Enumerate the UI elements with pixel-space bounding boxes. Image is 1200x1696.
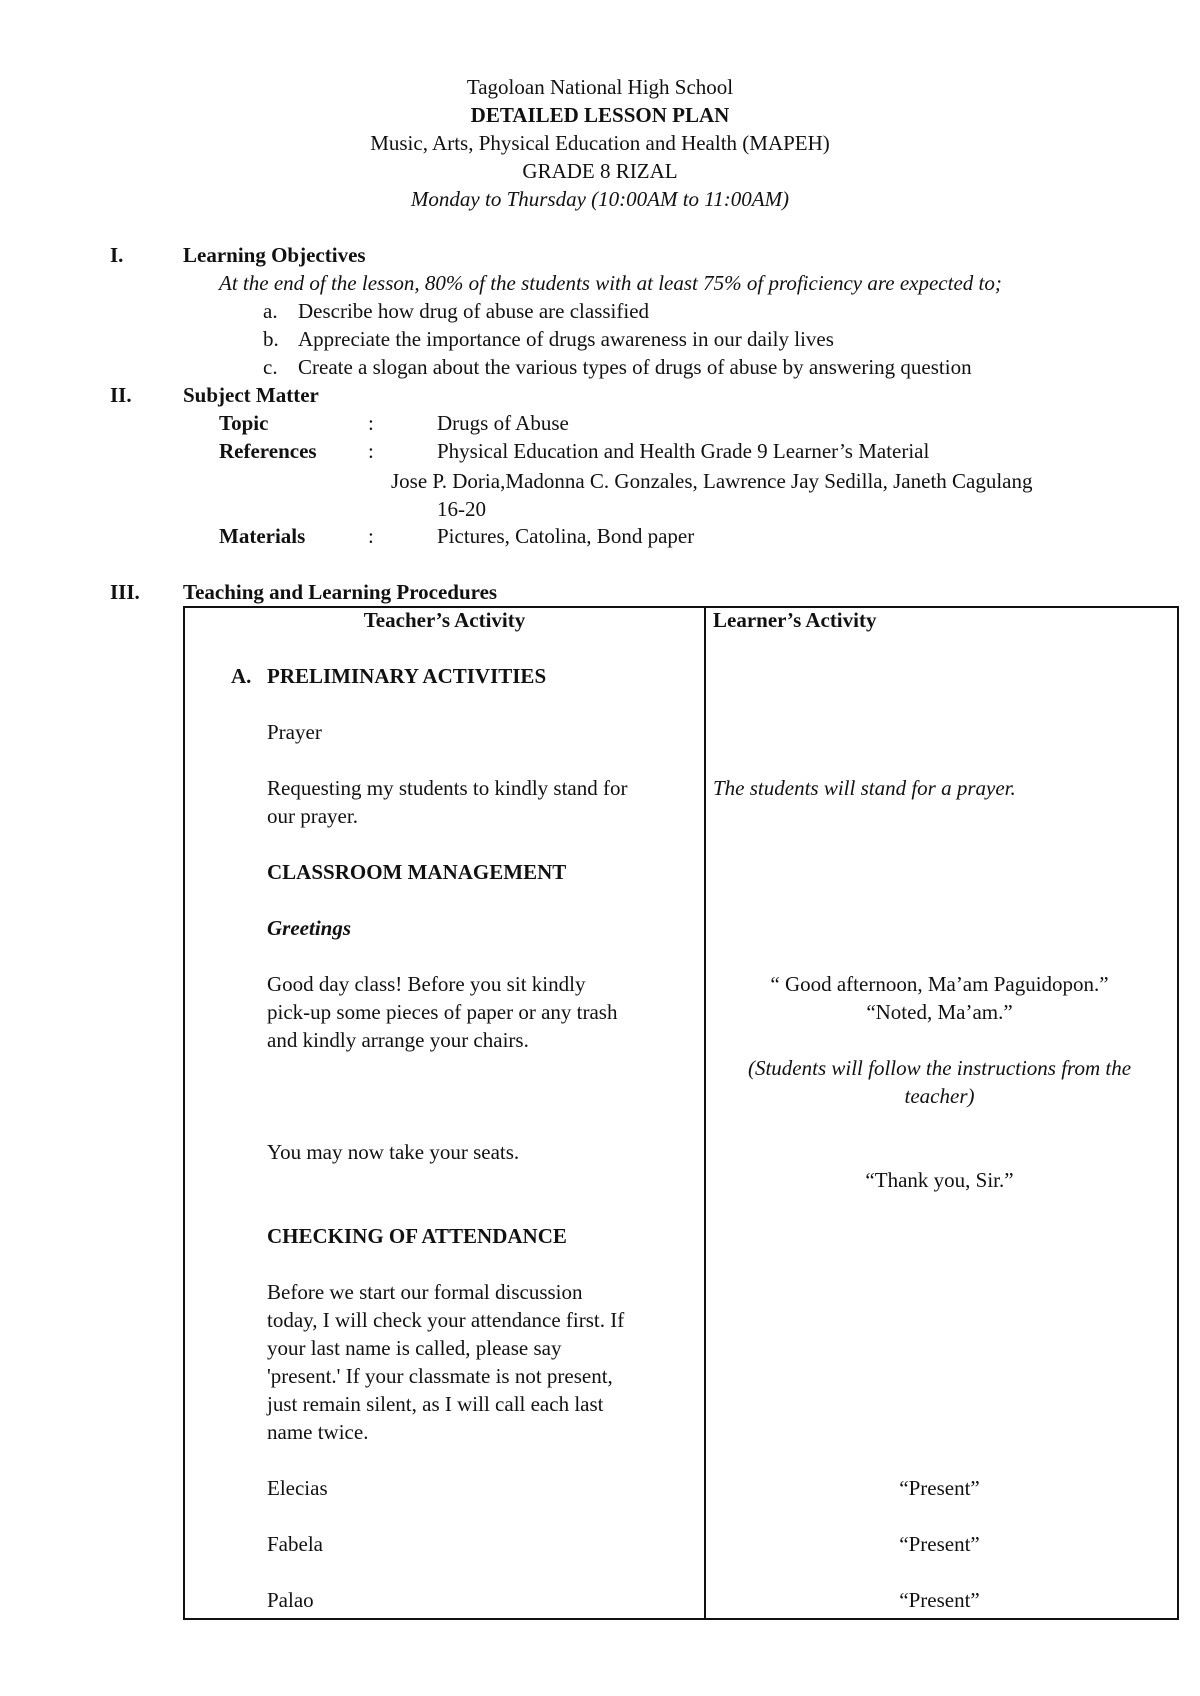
- seats-instruction: You may now take your seats.: [267, 1140, 520, 1164]
- topic-label: Topic: [219, 411, 269, 435]
- references-pages: 16-20: [437, 497, 486, 521]
- greeting-line: Good day class! Before you sit kindly: [267, 972, 586, 996]
- materials-value: Pictures, Catolina, Bond paper: [437, 524, 695, 548]
- seats-response: “Thank you, Sir.”: [865, 1168, 1014, 1192]
- document-title: DETAILED LESSON PLAN: [470, 103, 730, 127]
- student-response: “Present”: [899, 1532, 980, 1556]
- subject-line: Music, Arts, Physical Education and Health (MAPEH): [370, 131, 830, 155]
- student-name: Elecias: [267, 1476, 328, 1500]
- prayer-label: Prayer: [267, 720, 322, 744]
- attendance-line: Before we start our formal discussion: [267, 1280, 583, 1304]
- greeting-response-note: teacher): [904, 1084, 975, 1108]
- section2-title: Subject Matter: [183, 383, 319, 407]
- column-divider: [704, 606, 706, 1618]
- materials-label: Materials: [219, 524, 306, 548]
- student-name: Palao: [267, 1588, 314, 1612]
- objective-letter: a.: [263, 299, 278, 323]
- greeting-response-note: (Students will follow the instructions from the: [747, 1056, 1132, 1080]
- classroom-management-title: CLASSROOM MANAGEMENT: [267, 860, 567, 884]
- student-response: “Present”: [899, 1476, 980, 1500]
- attendance-line: name twice.: [267, 1420, 369, 1444]
- teacher-activity-header: Teacher’s Activity: [363, 608, 526, 632]
- references-authors: Jose P. Doria,Madonna C. Gonzales, Lawrence Jay Sedilla, Janeth Cagulang: [391, 469, 1033, 493]
- greeting-response: “ Good afternoon, Ma’am Paguidopon.”: [770, 972, 1109, 996]
- section1-number: I.: [110, 243, 124, 267]
- objective-item: Create a slogan about the various types of drugs of abuse by answering question: [298, 355, 972, 379]
- objective-item: Describe how drug of abuse are classified: [298, 299, 650, 323]
- section3-number: III.: [110, 580, 140, 604]
- objective-letter: b.: [263, 327, 279, 351]
- attendance-line: just remain silent, as I will call each last: [267, 1392, 604, 1416]
- attendance-line: 'present.' If your classmate is not present,: [267, 1364, 613, 1388]
- prayer-request-line: Requesting my students to kindly stand for: [267, 776, 628, 800]
- prelim-title: PRELIMINARY ACTIVITIES: [267, 664, 547, 688]
- references-colon: :: [368, 439, 374, 463]
- objectives-intro: At the end of the lesson, 80% of the students with at least 75% of proficiency are expected to;: [219, 271, 1002, 295]
- greeting-line: pick-up some pieces of paper or any trash: [267, 1000, 618, 1024]
- attendance-line: your last name is called, please say: [267, 1336, 562, 1360]
- materials-colon: :: [368, 524, 374, 548]
- grade-line: GRADE 8 RIZAL: [522, 159, 678, 183]
- objective-item: Appreciate the importance of drugs awareness in our daily lives: [298, 327, 834, 351]
- references-label: References: [219, 439, 317, 463]
- greeting-line: and kindly arrange your chairs.: [267, 1028, 529, 1052]
- topic-value: Drugs of Abuse: [437, 411, 569, 435]
- section1-title: Learning Objectives: [183, 243, 366, 267]
- student-response: “Present”: [899, 1588, 980, 1612]
- prayer-response: The students will stand for a prayer.: [713, 776, 1016, 800]
- prayer-request-line: our prayer.: [267, 804, 358, 828]
- learner-activity-header: Learner’s Activity: [713, 608, 877, 632]
- topic-colon: :: [368, 411, 374, 435]
- attendance-line: today, I will check your attendance first. If: [267, 1308, 625, 1332]
- section2-number: II.: [110, 383, 132, 407]
- schedule-line: Monday to Thursday (10:00AM to 11:00AM): [410, 187, 790, 211]
- objective-letter: c.: [263, 355, 278, 379]
- section3-title: Teaching and Learning Procedures: [183, 580, 498, 604]
- greetings-title: Greetings: [267, 916, 351, 940]
- student-name: Fabela: [267, 1532, 323, 1556]
- school-name: Tagoloan National High School: [466, 75, 734, 99]
- procedures-table: [183, 606, 1179, 1620]
- references-value: Physical Education and Health Grade 9 Learner’s Material: [437, 439, 930, 463]
- greeting-response: “Noted, Ma’am.”: [866, 1000, 1013, 1024]
- attendance-title: CHECKING OF ATTENDANCE: [267, 1224, 567, 1248]
- prelim-letter: A.: [231, 664, 252, 688]
